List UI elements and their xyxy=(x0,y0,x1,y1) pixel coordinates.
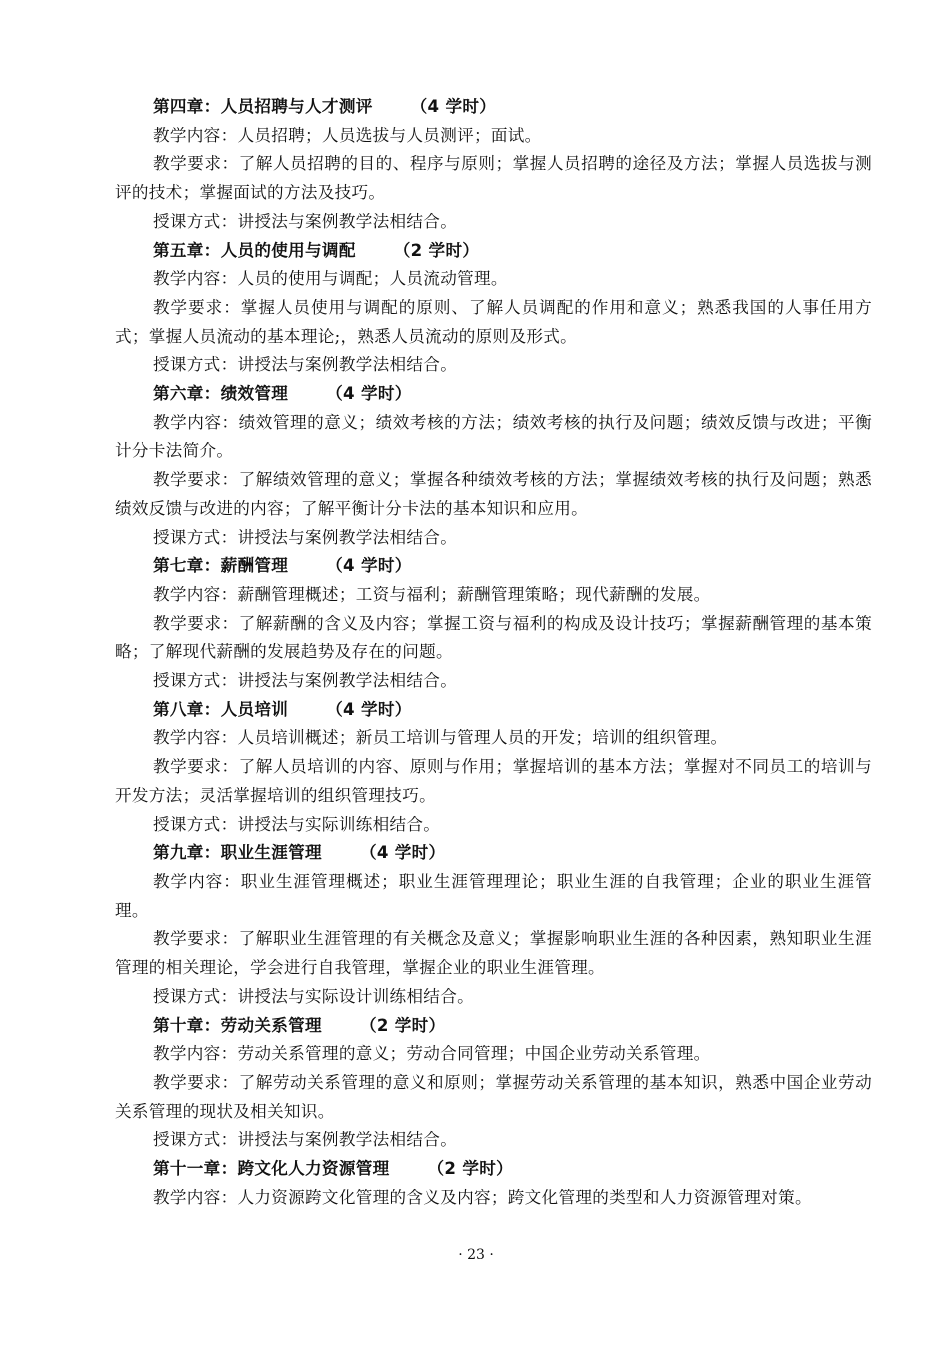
chapter-title: 第十章：劳动关系管理 xyxy=(153,1015,322,1035)
teaching-method: 授课方式：讲授法与实际设计训练相结合。 xyxy=(153,986,474,1006)
teaching-content: 教学内容：薪酬管理概述；工资与福利；薪酬管理策略；现代薪酬的发展。 xyxy=(153,584,711,604)
chapter-heading xyxy=(115,1155,872,1184)
teaching-requirements: 教学要求：掌握人员使用与调配的原则、了解人员调配的作用和意义；熟悉我国的人事任用方式；掌握人员流动的基本理论;，熟悉人员流动的原则及形式。 xyxy=(115,297,872,346)
teaching-content: 教学内容：人力资源跨文化管理的含义及内容；跨文化管理的类型和人力资源管理对策。 xyxy=(153,1187,812,1207)
chapter-title: 第九章：职业生涯管理 xyxy=(153,843,322,863)
teaching-method: 授课方式：讲授法与案例教学法相结合。 xyxy=(153,355,458,375)
chapter-heading xyxy=(115,93,872,122)
chapter-hours: （2 学时） xyxy=(393,240,480,260)
teaching-method: 授课方式：讲授法与实际训练相结合。 xyxy=(153,814,441,834)
chapter-title: 第十一章：跨文化人力资源管理 xyxy=(153,1159,390,1179)
chapter-title: 第四章：人员招聘与人才测评 xyxy=(153,97,373,116)
teaching-requirements: 教学要求：了解人员招聘的目的、程序与原则；掌握人员招聘的途径及方法；掌握人员选拔与测评的技术；掌握面试的方法及技巧。 xyxy=(115,154,872,203)
chapter-heading xyxy=(115,696,872,725)
teaching-content: 教学内容：劳动关系管理的意义；劳动合同管理；中国企业劳动关系管理。 xyxy=(153,1044,711,1064)
chapter-hours: （2 学时） xyxy=(359,1015,446,1035)
teaching-content: 教学内容：人员招聘；人员选拔与人员测评；面试。 xyxy=(153,125,542,145)
teaching-requirements: 教学要求：了解人员培训的内容、原则与作用；掌握培训的基本方法；掌握对不同员工的培训与开发方法；灵活掌握培训的组织管理技巧。 xyxy=(115,757,872,805)
chapter-hours: （4 学时） xyxy=(326,384,412,404)
teaching-method: 授课方式：讲授法与案例教学法相结合。 xyxy=(153,211,458,231)
teaching-method: 授课方式：讲授法与案例教学法相结合。 xyxy=(153,1130,458,1150)
teaching-requirements: 教学要求：了解职业生涯管理的有关概念及意义；掌握影响职业生涯的各种因素，熟知职业生涯管理的相关理论，学会进行自我管理，掌握企业的职业生涯管理。 xyxy=(115,929,872,978)
document-body xyxy=(115,93,872,1212)
chapter-heading xyxy=(115,1012,872,1041)
chapter-title: 第五章：人员的使用与调配 xyxy=(153,240,356,260)
teaching-content: 教学内容：职业生涯管理概述；职业生涯管理理论；职业生涯的自我管理；企业的职业生涯管理。 xyxy=(115,871,872,920)
teaching-content: 教学内容：绩效管理的意义；绩效考核的方法；绩效考核的执行及问题；绩效反馈与改进；平衡计分卡法简介。 xyxy=(115,412,872,461)
page-number: · 23 · xyxy=(458,1247,494,1263)
teaching-method: 授课方式：讲授法与案例教学法相结合。 xyxy=(153,527,458,547)
teaching-requirements: 教学要求：了解薪酬的含义及内容；掌握工资与福利的构成及设计技巧；掌握薪酬管理的基本策略；了解现代薪酬的发展趋势及存在的问题。 xyxy=(115,613,872,662)
chapter-heading xyxy=(115,380,872,409)
teaching-content: 教学内容：人员培训概述；新员工培训与管理人员的开发；培训的组织管理。 xyxy=(153,728,728,748)
chapter-hours: （4 学时） xyxy=(410,97,497,116)
teaching-requirements: 教学要求：了解劳动关系管理的意义和原则；掌握劳动关系管理的基本知识，熟悉中国企业劳动关系管理的现状及相关知识。 xyxy=(115,1072,872,1121)
chapter-hours: （4 学时） xyxy=(326,556,412,576)
chapter-hours: （2 学时） xyxy=(427,1159,514,1179)
chapter-hours: （4 学时） xyxy=(326,699,412,719)
chapter-title: 第八章：人员培训 xyxy=(153,699,289,719)
chapter-heading xyxy=(115,839,872,868)
chapter-title: 第六章：绩效管理 xyxy=(153,384,289,404)
chapter-title: 第七章：薪酬管理 xyxy=(153,556,289,576)
teaching-content: 教学内容：人员的使用与调配；人员流动管理。 xyxy=(153,269,508,289)
chapter-heading xyxy=(115,552,872,581)
chapter-hours: （4 学时） xyxy=(359,843,446,863)
teaching-requirements: 教学要求：了解绩效管理的意义；掌握各种绩效考核的方法；掌握绩效考核的执行及问题；熟悉绩效反馈与改进的内容；了解平衡计分卡法的基本知识和应用。 xyxy=(115,470,872,518)
chapter-heading xyxy=(115,237,872,266)
teaching-method: 授课方式：讲授法与案例教学法相结合。 xyxy=(153,671,458,691)
